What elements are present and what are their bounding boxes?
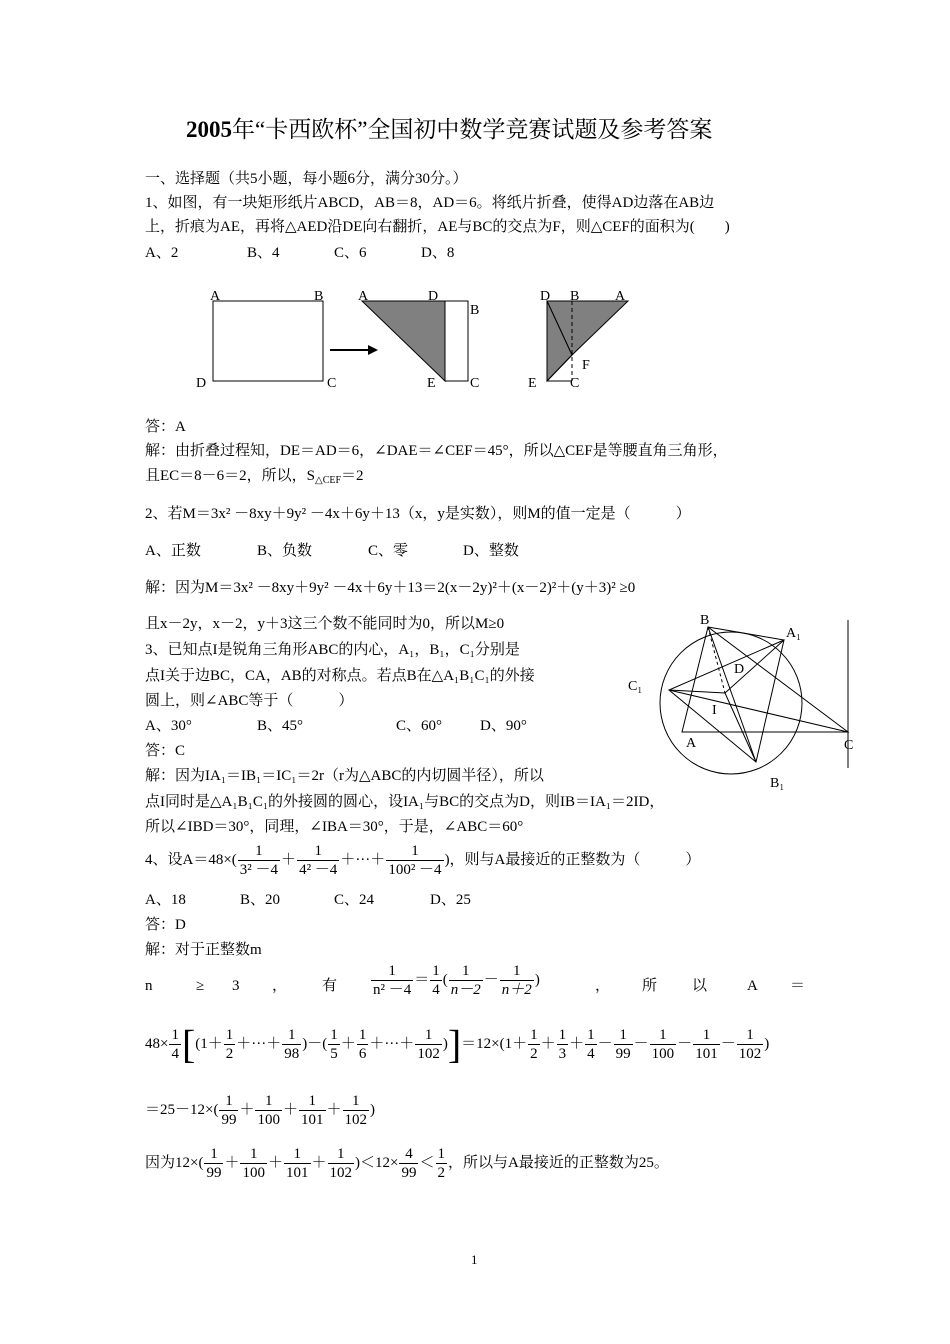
q4-n-word: n: [145, 978, 153, 994]
q4-equals: ＝: [790, 978, 806, 994]
q4-option-d: D、25: [430, 892, 471, 908]
q4-identity: $\frac{1}{\text{n² －4}}$ ＝ $\frac{1}{4}$ ( $\frac{1}{n-2}$ － $\frac{1}{n+2}$ ): [373, 963, 540, 999]
label-b1: B₁: [770, 776, 785, 791]
q1-fold-figure: [190, 283, 650, 395]
triangle-abc: [682, 627, 848, 732]
rectangle-abcd: [213, 301, 323, 381]
label-b: B: [700, 613, 710, 628]
q1-line1: 1、如图，有一块矩形纸片ABCD，AB＝8，AD＝6。将纸片折叠，使得AD边落在AB边: [145, 195, 715, 211]
q4-stem: 4、设A＝48×( $\frac{1}{\text{3² －4}}$ ＋ $\frac{1}{\text{4² －4}}$ ＋···＋ $\frac{1}{\text{100² －4}}$ )，则与A最接近的正整数为（ ）: [145, 843, 701, 879]
q2-solution-line2: 且x－2y，x－2，y＋3这三个数不能同时为0，所以M≥0: [145, 616, 505, 632]
label-a1: A₁: [786, 626, 801, 641]
q3-incenter-figure: [626, 610, 862, 796]
q3-option-c: C、60°: [396, 718, 443, 734]
q4-three: 3: [232, 978, 240, 994]
q3-solution-line3: 所以∠IBD＝30°，同理，∠IBA＝30°，于是，∠ABC＝60°: [145, 819, 524, 835]
q1-solution-line2: 且EC＝8－6＝2，所以，$S_{\triangle CEF}=2$: [145, 468, 364, 486]
q2-option-b: B、负数: [257, 543, 313, 559]
q2-option-a: A、正数: [145, 543, 201, 559]
q4-comma1: ，: [272, 978, 288, 994]
q3-option-a: A、30°: [145, 718, 192, 734]
q4-comma2: ，: [595, 978, 611, 994]
q4-answer: 答：D: [145, 917, 186, 933]
q3-option-d: D、90°: [480, 718, 527, 734]
q3-line1: 3、已知点I是锐角三角形ABC的内心，A₁，B₁，C₁分别是: [145, 642, 520, 658]
label-c2: C: [470, 376, 480, 391]
q1-option-c: C、6: [334, 245, 367, 261]
q4-you: 有: [322, 978, 338, 994]
q4-yi: 以: [692, 978, 708, 994]
q4-geq: ≥: [196, 978, 205, 994]
q4-option-b: B、20: [240, 892, 281, 908]
arrow-head: [368, 345, 378, 355]
q2-option-d: D、整数: [463, 543, 519, 559]
label-d2: D: [428, 289, 439, 304]
q2-stem: 2、若M＝3x² －8xy＋9y² －4x＋6y＋13（x，y是实数），则M的值一定是（ ）: [145, 506, 691, 522]
label-c: C: [844, 738, 854, 753]
q3-line3: 圆上，则∠ABC等于（ ）: [145, 693, 354, 709]
q3-solution-line2: 点I同时是△A₁B₁C₁的外接圆的圆心，设IA₁与BC的交点为D，则IB＝IA₁＝2ID，: [145, 794, 665, 810]
label-e2: E: [427, 376, 436, 391]
folded-triangle: [362, 301, 445, 381]
label-d3: D: [540, 289, 551, 304]
q3-solution-line1: 解：因为IA₁＝IB₁＝IC₁＝2r（r为△ABC的内切圆半径），所以: [145, 768, 544, 784]
q4-simplified: ＝25－12×( $\frac{1}{99}$ ＋ $\frac{1}{100}$ ＋ $\frac{1}{101}$ ＋ $\frac{1}{102}$ ): [145, 1093, 376, 1129]
q1-option-b: B、4: [247, 245, 280, 261]
label-d: D: [196, 376, 207, 391]
q1-option-a: A、2: [145, 245, 179, 261]
label-d: D: [734, 662, 745, 677]
page-title: 2005年“卡西欧杯”全国初中数学竞赛试题及参考答案: [186, 117, 713, 142]
q1-option-d: D、8: [421, 245, 455, 261]
label-a: A: [686, 736, 697, 751]
q3-option-b: B、45°: [257, 718, 304, 734]
label-c: C: [327, 376, 337, 391]
q4-a-letter: A: [747, 978, 758, 994]
q4-expansion: 48× $\frac{1}{4}$ [(1＋ $\frac{1}{2}$ ＋···＋ $\frac{1}{98}$ )－( $\frac{1}{5}$ ＋ $\frac{1}{6}$ ＋···＋ $\frac{1}{102}$ )]＝12×(1＋ $\frac{1}{2}$ ＋ $\frac{1}{3}$ ＋ $\frac{1}{4}$ － $\frac{1}{99}$ － $\frac{1}{100}$ － $\frac{1}{101}$ － $\frac{1}{102}$ ): [145, 1021, 770, 1067]
label-c1: C₁: [628, 679, 643, 694]
remaining-strip: [445, 301, 468, 381]
q1-answer: 答：A: [145, 419, 186, 435]
label-a2: A: [358, 289, 369, 304]
page-number: 1: [471, 1252, 478, 1267]
q4-option-a: A、18: [145, 892, 186, 908]
q1-solution-line1: 解：由折叠过程知，DE＝AD＝6，∠DAE＝∠CEF＝45°，所以△CEF是等腰直角三角形，: [145, 443, 728, 459]
label-i: I: [712, 703, 717, 718]
label-a3: A: [615, 289, 626, 304]
label-a: A: [210, 289, 221, 304]
label-b: B: [314, 289, 324, 304]
q4-option-c: C、24: [334, 892, 375, 908]
q4-solution-line1: 解：对于正整数m: [145, 942, 262, 958]
q1-line2: 上，折痕为AE，再将△AED沿DE向右翻折，AE与BC的交点为F，则△CEF的面积为( ): [145, 219, 730, 235]
q4-conclusion: 因为12×( $\frac{1}{99}$ ＋ $\frac{1}{100}$ ＋ $\frac{1}{101}$ ＋ $\frac{1}{102}$ )＜12× $\frac{4}{99}$ ＜ $\frac{1}{2}$ ，所以与A最接近的正整数为25。: [145, 1146, 669, 1182]
q2-solution-line1: 解：因为M＝3x² －8xy＋9y² －4x＋6y＋13＝2(x－2y)²＋(x－2)²＋(y＋3)² ≥0: [145, 580, 636, 596]
label-b2: B: [470, 303, 480, 318]
label-f3: F: [582, 358, 590, 373]
label-e3: E: [528, 376, 537, 391]
q3-line2: 点I关于边BC，CA，AB的对称点。若点B在△A₁B₁C₁的外接: [145, 668, 535, 684]
label-c3: C: [570, 376, 580, 391]
q2-option-c: C、零: [368, 543, 409, 559]
label-b3: B: [570, 289, 580, 304]
section-heading: 一、选择题（共5小题，每小题6分，满分30分。）: [145, 171, 468, 187]
q4-suo: 所: [642, 978, 658, 994]
q3-answer: 答：C: [145, 743, 186, 759]
